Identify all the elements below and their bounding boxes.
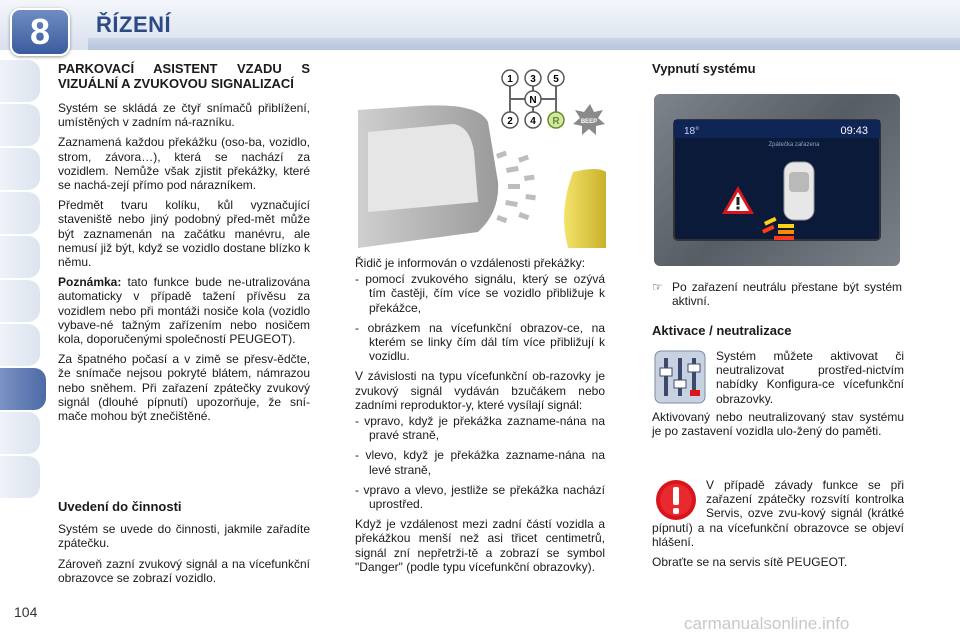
- chapter-title: ŘÍZENÍ: [96, 12, 172, 37]
- sensor-waves: [496, 151, 536, 224]
- gear-1-label: 1: [507, 74, 513, 85]
- chapter-side-tabs: [0, 60, 40, 500]
- site-watermark: carmanualsonline.info: [684, 614, 850, 633]
- screen-time: 09:43: [840, 125, 868, 137]
- paragraph: Aktivovaný nebo neutralizovaný stav systému je po zastavení vozidla ulo-žený do paměti.: [652, 410, 904, 439]
- column-middle: [355, 256, 605, 580]
- note-paragraph: [58, 275, 310, 346]
- side-tab-5[interactable]: [0, 236, 40, 278]
- list-item: - pomocí zvukového signálu, který se ozývá tím častěji, čím více se vozidlo přibližuje k překážce,: [355, 272, 605, 315]
- gear-4-label: 4: [530, 116, 536, 127]
- chapter-number-badge: 8: [10, 8, 70, 56]
- paragraph: Předmět tvaru kolíku, kůl vyznačující staveniště nebo jiný podobný před-mět může být zaznamenán na začátku manévru, ale nemusí již být, když se vozidlo dostane blízko k němu.: [58, 198, 310, 270]
- side-tab-10[interactable]: [0, 456, 40, 498]
- config-menu-icon: [654, 350, 706, 404]
- side-tab-1[interactable]: [0, 60, 40, 102]
- column-left: [58, 62, 310, 429]
- paragraph: [652, 478, 904, 549]
- page-number: 104: [14, 604, 38, 620]
- column-right: [652, 280, 902, 314]
- paragraph: Systém se skládá ze čtyř snímačů přiblížení, umístěných v zadním ná-razníku.: [58, 101, 310, 130]
- column-left-bottom: [58, 500, 310, 591]
- gearbox-parking-illustration: [358, 62, 606, 248]
- list-item: - vlevo, když je překážka zazname-nána na levé straně,: [355, 448, 605, 477]
- gear-selector-diagram: [502, 70, 564, 128]
- list-item: - vpravo a vlevo, jestliže se překážka nachází uprostřed.: [355, 482, 605, 512]
- note-label: Poznámka:: [58, 275, 122, 290]
- hand-pointer-icon: ☞: [652, 280, 663, 294]
- section-title-parking-assist: PARKOVACÍ ASISTENT VZADU S VIZUÁLNÍ A ZVUKOVOU SIGNALIZACÍ: [58, 61, 310, 91]
- car-roof-shape: [368, 124, 478, 212]
- header-stripe: [88, 38, 960, 50]
- multifunction-screen-illustration: [654, 94, 900, 266]
- side-tab-3[interactable]: [0, 148, 40, 190]
- paragraph: Obraťte se na servis sítě PEUGEOT.: [652, 555, 848, 570]
- fault-text: [652, 478, 904, 575]
- beep-label: BEEP: [580, 119, 598, 125]
- tip-paragraph: [652, 280, 902, 308]
- gear-3-label: 3: [530, 74, 536, 85]
- section-title-activation-neutralization: Aktivace / neutralizace: [652, 323, 792, 338]
- paragraph: Řidič je informován o vzdálenosti překážky:: [355, 256, 586, 270]
- paragraph: Systém můžete aktivovat či neutralizovat prostřed-nictvím nabídky Konfigura-ce vícefunkční obrazovky.: [716, 349, 904, 406]
- gear-5-label: 5: [553, 74, 559, 85]
- screen-status-text: Zpátečka zařazena: [768, 142, 820, 148]
- fault-float-spacer: [652, 478, 706, 520]
- note-text: tato funkce bude ne-utralizována automaticky v případě tažení přívěsu za vozidlem nebo při montáži nosiče kola (vozidlo vybave-né tažným zařízením nebo nosičem kola, doporučenými společností PEUGEOT).: [58, 275, 310, 347]
- paragraph: Za špatného počasí a v zimě se přesv-ědčte, že snímače nejsou pokryté blátem, námrazou nebo sněhem. Při zařazení zpátečky zvukový signál (dlouhé pípnutí) upozorňuje, že sní-mače mohou být znečištěné.: [58, 352, 310, 424]
- column-right-activation: [652, 324, 904, 348]
- side-tab-2[interactable]: [0, 104, 40, 146]
- paragraph: Zaznamená každou překážku (oso-ba, vozidlo, strom, závora…), která se nachází za vozidlem. Nemůže však zjistit překážky, které se nachá-zejí přímo pod nárazníkem.: [58, 135, 310, 193]
- paragraph: Zároveň zazní zvukový signál a na vícefunkční obrazovce se zobrazí vozidlo.: [58, 556, 310, 585]
- section-title-system-off: Vypnutí systému: [652, 61, 756, 76]
- paragraph: Když je vzdálenost mezi zadní částí vozidla a překážkou menší než asi třicet centimetrů, signál zní nepřetrži-tě a zobrazí se symbol "Danger" (podle typu vícefunkční obrazovky).: [355, 517, 605, 574]
- activation-text: [716, 349, 904, 412]
- fault-description: V případě závady funkce se při zařazení zpátečky rozsvítí kontrolka Servis, ozve zvu-kový signál (krátké pípnutí) a na vícefunkční obrazovce se objeví hlášení.: [652, 478, 904, 549]
- tip-text: Po zařazení neutrálu přestane být systém aktivní.: [672, 280, 902, 309]
- parking-scene-drawing: [358, 62, 606, 248]
- side-tab-8-active[interactable]: [0, 368, 46, 410]
- screen-drawing: [654, 94, 900, 266]
- side-tab-6[interactable]: [0, 280, 40, 322]
- gear-n-label: N: [529, 95, 537, 106]
- side-tab-4[interactable]: [0, 192, 40, 234]
- side-tab-7[interactable]: [0, 324, 40, 366]
- screen-left-readout: 18°: [684, 126, 700, 137]
- column-right-top: [652, 62, 902, 82]
- side-tab-9[interactable]: [0, 412, 40, 454]
- obstacle-car-shape: [564, 169, 606, 248]
- beep-starburst-icon: [573, 104, 605, 135]
- gear-2-label: 2: [507, 116, 513, 127]
- activation-memory-text: [652, 410, 904, 444]
- paragraph: Systém se uvede do činnosti, jakmile zařadíte zpátečku.: [58, 522, 310, 551]
- section-title-activation: Uvedení do činnosti: [58, 499, 182, 514]
- list-item: - vpravo, když je překážka zazname-nána na pravé straně,: [355, 414, 605, 443]
- paragraph: V závislosti na typu vícefunkční ob-razovky je zvukový signál vydáván bzučákem nebo zadními reproduktor-y, které vysílají signál:: [355, 369, 605, 412]
- list-item: - obrázkem na vícefunkční obrazov-ce, na kterém se linky čím dál tím více přibližují k vozidlu.: [355, 320, 605, 364]
- gear-r-label: R: [552, 116, 560, 127]
